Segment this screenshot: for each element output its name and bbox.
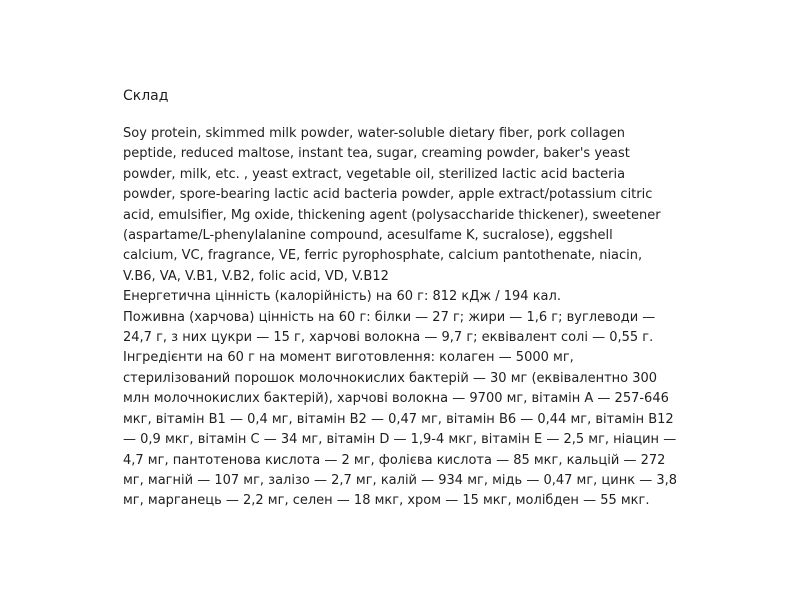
text-line: V.B6, VA, V.B1, V.B2, folic acid, VD, V.B12 xyxy=(123,268,389,284)
text-line: (aspartame/L-phenylalanine compound, acesulfame K, sucralose), eggshell xyxy=(123,228,613,244)
text-line: powder, spore-bearing lactic acid bacteria powder, apple extract/potassium citric xyxy=(123,187,653,203)
energy-paragraph xyxy=(123,287,679,307)
text-line: acid, emulsifier, Mg oxide, thickening agent (polysaccharide thickener), sweetener xyxy=(123,207,661,223)
ingredients-paragraph xyxy=(123,124,679,287)
text-line: Soy protein, skimmed milk powder, water-soluble dietary fiber, pork collagen xyxy=(123,126,625,141)
text-line: стерилізований порошок молочнокислих бактерій — 30 мг (еквівалентно 300 xyxy=(123,370,658,386)
text-line: Поживна (харчова) цінність на 60 г: білки — 27 г; жири — 1,6 г; вуглеводи — xyxy=(123,309,656,325)
text-line: млн молочнокислих бактерій), харчові волокна — 9700 мг, вітамін A — 257-646 xyxy=(123,391,669,407)
ingredients-per-60g-paragraph xyxy=(123,348,679,511)
composition-section xyxy=(123,86,679,512)
text-line: peptide, reduced maltose, instant tea, sugar, creaming powder, baker's yeast xyxy=(123,146,630,162)
nutrition-paragraph xyxy=(123,308,679,349)
text-line: powder, milk, etc. , yeast extract, vegetable oil, sterilized lactic acid bacteria xyxy=(123,166,626,182)
text-line: мг, марганець — 2,2 мг, селен — 18 мкг, хром — 15 мкг, молібден — 55 мкг. xyxy=(123,493,650,509)
text-line: мкг, вітамін B1 — 0,4 мг, вітамін B2 — 0,47 мг, вітамін B6 — 0,44 мг, вітамін B12 xyxy=(123,411,674,427)
text-line: мг, магній — 107 мг, залізо — 2,7 мг, калій — 934 мг, мідь — 0,47 мг, цинк — 3,8 xyxy=(123,472,678,488)
text-line: Інгредієнти на 60 г на момент виготовлення: колаген — 5000 мг, xyxy=(123,350,574,366)
section-heading: Склад xyxy=(123,88,169,104)
text-line: — 0,9 мкг, вітамін C — 34 мг, вітамін D — 1,9-4 мкг, вітамін E — 2,5 мг, ніацин — xyxy=(123,432,677,448)
text-line: calcium, VC, fragrance, VE, ferric pyrophosphate, calcium pantothenate, niacin, xyxy=(123,248,643,264)
text-line: 4,7 мг, пантотенова кислота — 2 мг, фолієва кислота — 85 мкг, кальцій — 272 xyxy=(123,452,666,468)
text-line: 24,7 г, з них цукри — 15 г, харчові волокна — 9,7 г; еквівалент солі — 0,55 г. xyxy=(123,330,654,346)
text-line: Енергетична цінність (калорійність) на 60 г: 812 кДж / 194 кал. xyxy=(123,289,561,305)
